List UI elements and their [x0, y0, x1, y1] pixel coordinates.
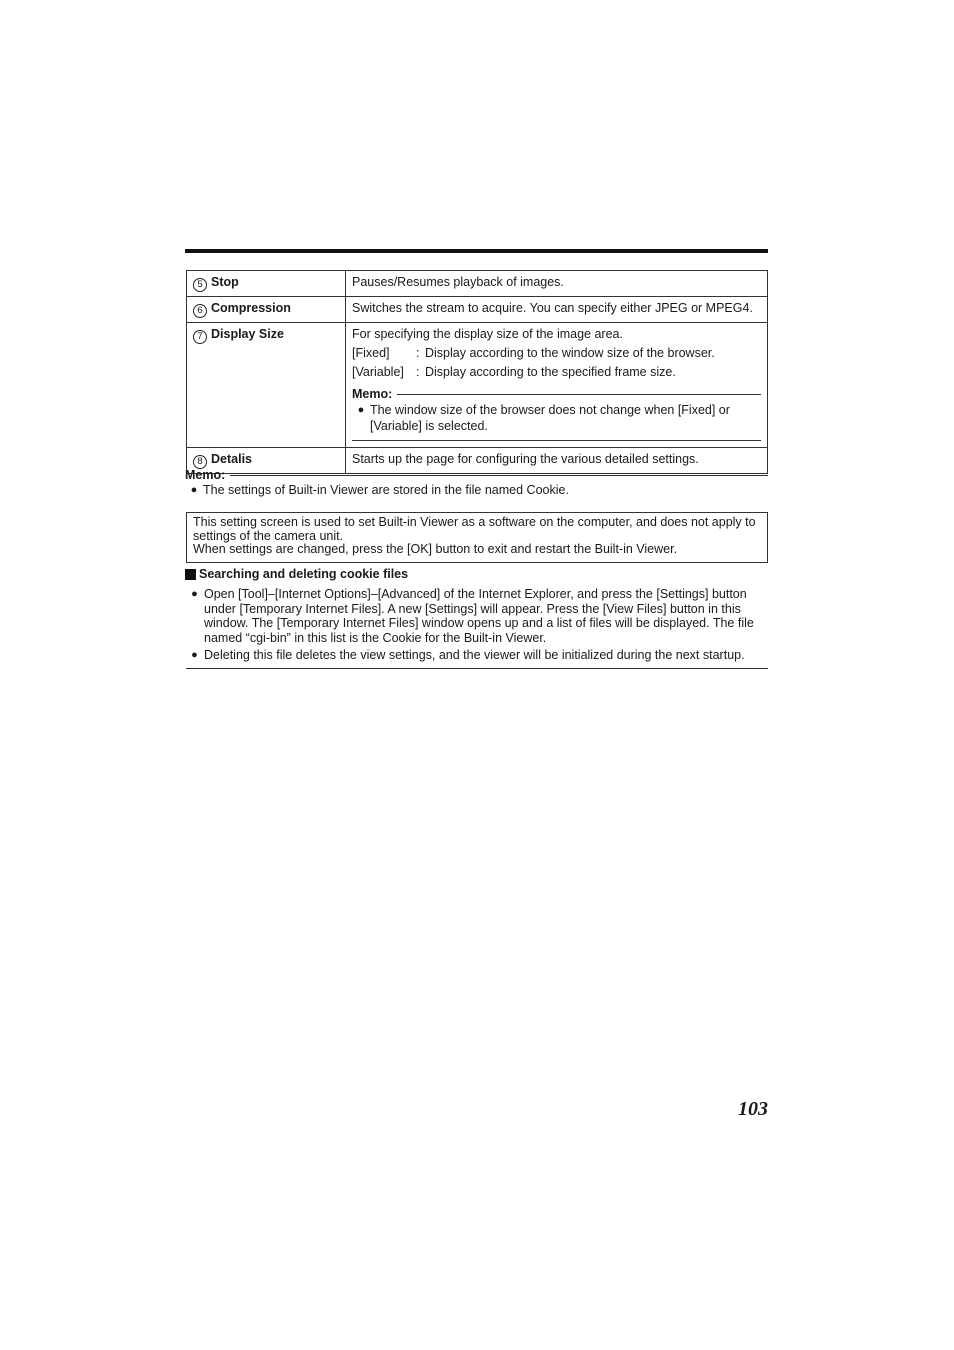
section-list: [185, 587, 768, 666]
inner-memo-item: [352, 402, 761, 434]
option-colon: :: [416, 346, 420, 360]
description-text: For specifying the display size of the image area.: [352, 327, 623, 341]
memo-rule: [397, 394, 761, 395]
memo-section: [185, 468, 768, 498]
bullet-icon: ●: [191, 588, 198, 600]
bullet-icon: ●: [191, 649, 198, 662]
label-text: Stop: [211, 275, 239, 289]
option-fixed: [352, 345, 761, 361]
list-item-text: Deleting this file deletes the view settings, and the viewer will be initialized during the next startup.: [204, 648, 745, 663]
option-key: [Fixed]: [352, 346, 390, 360]
section-heading: [185, 567, 408, 581]
note-line: This setting screen is used to set Built-in Viewer as a software on the computer, and does not apply to settings of the camera unit.: [193, 515, 756, 543]
option-variable: [352, 364, 761, 380]
memo-title: Memo:: [185, 468, 226, 482]
circled-number: 6: [193, 304, 207, 318]
option-text: Display according to the window size of the browser.: [425, 346, 715, 360]
header-rule: [185, 249, 768, 253]
memo-close-rule: [352, 440, 761, 441]
square-bullet-icon: [185, 569, 196, 580]
memo-rule: [230, 475, 768, 476]
row-label: [187, 271, 346, 297]
label-text: Display Size: [211, 327, 284, 341]
circled-number: 5: [193, 278, 207, 292]
note-line: When settings are changed, press the [OK] button to exit and restart the Built-in Viewer.: [193, 542, 678, 556]
row-description: Switches the stream to acquire. You can specify either JPEG or MPEG4.: [346, 297, 768, 323]
row-label: [187, 297, 346, 323]
memo-item: [185, 482, 768, 498]
settings-table: [186, 270, 768, 474]
table-row: [187, 297, 768, 323]
note-box: [186, 512, 768, 563]
memo-text: The settings of Built-in Viewer are stored in the file named Cookie.: [203, 483, 569, 497]
list-item: [185, 587, 768, 645]
list-item-text: Open [Tool]–[Internet Options]–[Advanced] of the Internet Explorer, and press the [Settings] button under [Temporary Internet Files]. A new [Settings] will appear. Press the [View Files] button in this window. The [Temporary Internet Files] window opens up and a list of files will be displayed. The file named “cgi-bin” in this list is the Cookie for the Built-in Viewer.: [204, 587, 754, 645]
memo-title: Memo:: [352, 387, 393, 401]
option-key: [Variable]: [352, 365, 404, 379]
circled-number: 8: [193, 455, 207, 469]
label-text: Compression: [211, 301, 291, 315]
label-text: Detalis: [211, 452, 252, 466]
row-description: [346, 323, 768, 448]
option-text: Display according to the specified frame size.: [425, 365, 676, 379]
bullet-icon: ●: [190, 484, 198, 496]
inner-memo-heading: [352, 386, 761, 402]
row-description: Starts up the page for configuring the various detailed settings.: [346, 448, 768, 474]
memo-heading: [185, 468, 768, 482]
memo-text: The window size of the browser does not change when [Fixed] or [Variable] is selected.: [370, 403, 730, 433]
list-item: [185, 648, 768, 663]
bullet-icon: ●: [357, 404, 365, 416]
page-number: 103: [738, 1098, 768, 1120]
circled-number: 7: [193, 330, 207, 344]
option-colon: :: [416, 365, 420, 379]
section-title: Searching and deleting cookie files: [199, 567, 409, 581]
section-end-rule: [186, 668, 768, 669]
table-row: [187, 271, 768, 297]
row-description: Pauses/Resumes playback of images.: [346, 271, 768, 297]
table-row: [187, 323, 768, 448]
row-label: [187, 323, 346, 448]
